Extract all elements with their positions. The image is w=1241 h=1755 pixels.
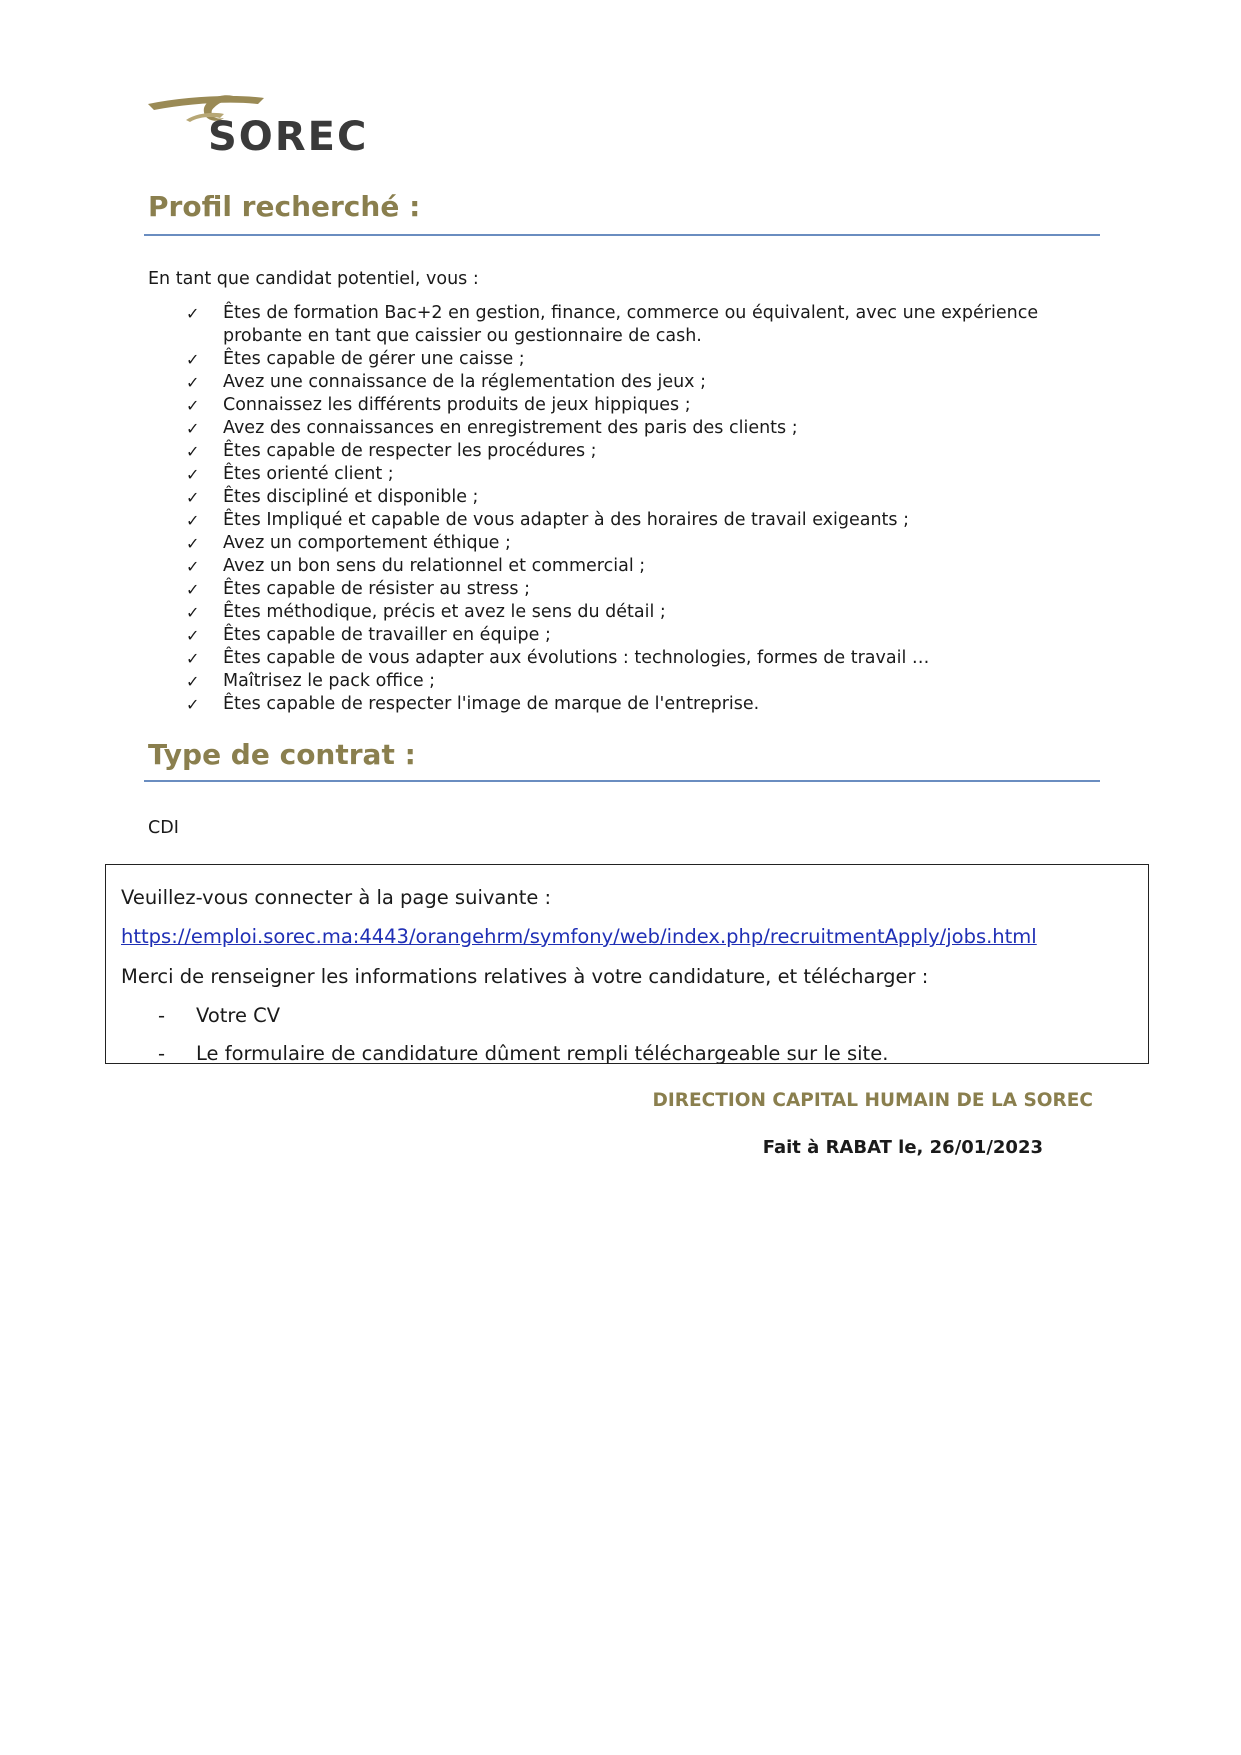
list-item: ✓ Êtes Impliqué et capable de vous adapter à des horaires de travail exigeants ; [186,510,909,530]
list-item: ✓ Connaissez les différents produits de jeux hippiques ; [186,395,691,415]
check-icon: ✓ [186,580,200,599]
logo-wordmark: SOREC [208,114,369,156]
document-item-cv: - Votre CV [158,1004,281,1027]
signing-department: DIRECTION CAPITAL HUMAIN DE LA SOREC [652,1090,1093,1111]
profile-requirements-list [186,302,1086,716]
profile-heading: Profil recherché : [148,190,421,223]
list-item-continuation: probante en tant que caissier ou gestionnaire de cash. [223,326,702,346]
check-icon: ✓ [186,534,200,553]
contract-type-value: CDI [148,818,179,838]
list-item: ✓ Êtes capable de gérer une caisse ; [186,349,525,369]
list-item: ✓ Maîtrisez le pack office ; [186,671,436,691]
list-item: ✓ Avez un bon sens du relationnel et commercial ; [186,556,646,576]
profile-intro: En tant que candidat potentiel, vous : [148,269,479,289]
document-item-form: - Le formulaire de candidature dûment rempli téléchargeable sur le site. [158,1042,889,1065]
check-icon: ✓ [186,672,200,691]
application-instructions-box [105,864,1149,1064]
recruitment-link[interactable]: https://emploi.sorec.ma:4443/orangehrm/symfony/web/index.php/recruitmentApply/jobs.html [121,925,1037,948]
check-icon: ✓ [186,649,200,668]
list-item: ✓ Êtes capable de vous adapter aux évolutions : technologies, formes de travail … [186,648,930,668]
list-item: ✓ Êtes discipliné et disponible ; [186,487,479,507]
list-item: ✓ Êtes capable de résister au stress ; [186,579,530,599]
connect-instruction: Veuillez-vous connecter à la page suivante : [121,886,552,909]
check-icon: ✓ [186,442,200,461]
check-icon: ✓ [186,626,200,645]
contract-heading: Type de contrat : [148,738,416,771]
list-item: ✓ Êtes méthodique, précis et avez le sens du détail ; [186,602,666,622]
check-icon: ✓ [186,304,200,323]
place-and-date: Fait à RABAT le, 26/01/2023 [762,1137,1043,1158]
profile-divider [144,234,1100,236]
check-icon: ✓ [186,511,200,530]
sorec-logo-icon [146,74,414,156]
list-item: ✓ Êtes capable de respecter les procédures ; [186,441,597,461]
recruitment-link-line [121,924,1037,950]
dash-bullet: - [158,1004,166,1027]
check-icon: ✓ [186,695,200,714]
list-item: ✓ Avez des connaissances en enregistrement des paris des clients ; [186,418,798,438]
list-item: ✓ Êtes capable de respecter l'image de marque de l'entreprise. [186,694,760,714]
check-icon: ✓ [186,419,200,438]
check-icon: ✓ [186,373,200,392]
list-item: ✓ Avez un comportement éthique ; [186,533,511,553]
list-item: ✓ Avez une connaissance de la réglementation des jeux ; [186,372,706,392]
list-item: ✓ Êtes orienté client ; [186,464,394,484]
check-icon: ✓ [186,350,200,369]
dash-bullet: - [158,1042,166,1065]
check-icon: ✓ [186,557,200,576]
list-item: ✓ Êtes de formation Bac+2 en gestion, finance, commerce ou équivalent, avec une expérience [186,303,1039,323]
list-item: ✓ Êtes capable de travailler en équipe ; [186,625,551,645]
upload-instruction: Merci de renseigner les informations relatives à votre candidature, et télécharger : [121,965,929,988]
check-icon: ✓ [186,488,200,507]
sorec-logo [146,74,414,156]
check-icon: ✓ [186,603,200,622]
check-icon: ✓ [186,396,200,415]
check-icon: ✓ [186,465,200,484]
contract-divider [144,780,1100,782]
